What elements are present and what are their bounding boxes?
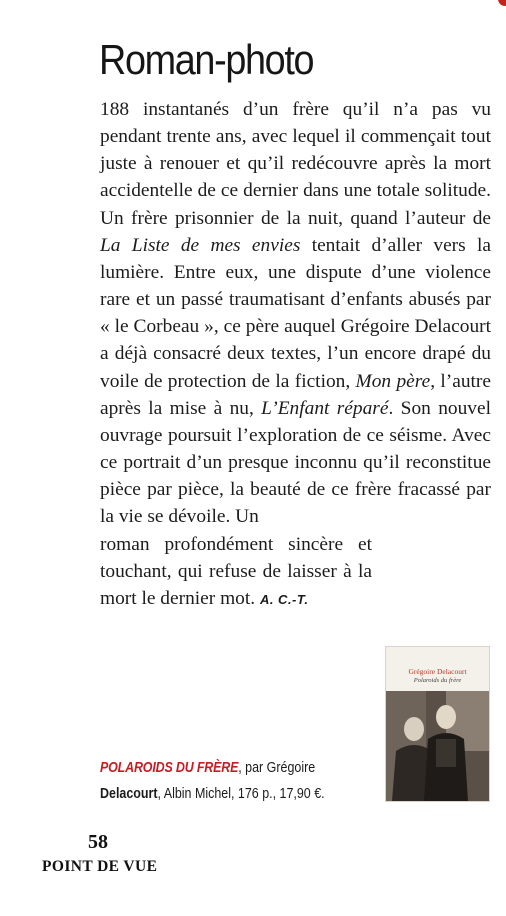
corner-red-dot <box>498 0 506 6</box>
cover-photo <box>386 691 489 801</box>
book-title: POLAROIDS DU FRÈRE <box>100 760 239 776</box>
book-credits <box>100 755 375 807</box>
body-part-3: , l’autre après la mise à nu, <box>100 370 491 419</box>
body-part-2: tentait d’aller vers la lumière. Entre eux, une dispute d’une violence rare et un passé traumatisant d’enfants abusés par « le Corbeau », ce père auquel Grégoire Delacourt a déjà consacré deux textes, l’un encore drapé du voile de protection de la fiction, <box>100 234 491 392</box>
cover-title: Polaroids du frère <box>413 677 462 684</box>
body-part-1: 188 instantanés d’un frère qu’il n’a pas vu pendant trente ans, avec lequel il commençait tout juste à renouer et qu’il redécouvre après la mort accidentelle de ce dernier dans une totale solitude. Un frère prisonnier de la nuit, quand l’auteur de <box>100 99 491 229</box>
cover-author: Grégoire Delacourt <box>408 667 467 676</box>
author-signature: A. C.-T. <box>259 591 309 607</box>
book-author: Delacourt <box>100 786 158 802</box>
book-publisher-info: , Albin Michel, 176 p., 17,90 €. <box>157 786 325 802</box>
italic-title-mon-pere: Mon père <box>355 370 431 392</box>
article-body <box>100 96 491 613</box>
italic-title-enfant-repare: L’Enfant réparé <box>261 397 389 419</box>
magazine-name: POINT DE VUE <box>42 858 158 875</box>
body-part-5: roman profondément sincère et touchant, qui refuse de laisser à la mort le dernier mot. <box>100 533 372 609</box>
article-headline: Roman-photo <box>99 36 314 83</box>
book-by: , par Grégoire <box>238 760 316 776</box>
italic-title-liste: La Liste de mes envies <box>100 234 301 256</box>
body-part-4: . Son nouvel ouvrage poursuit l’exploration de ce séisme. Avec ce portrait d’un presque inconnu qu’il reconstitue pièce par pièce, la beauté de ce frère fracassé par la vie se dévoile. Un <box>100 397 491 528</box>
page-number: 58 <box>88 831 108 853</box>
body-wrapped-paragraph <box>100 531 372 613</box>
book-cover-image <box>386 647 489 801</box>
